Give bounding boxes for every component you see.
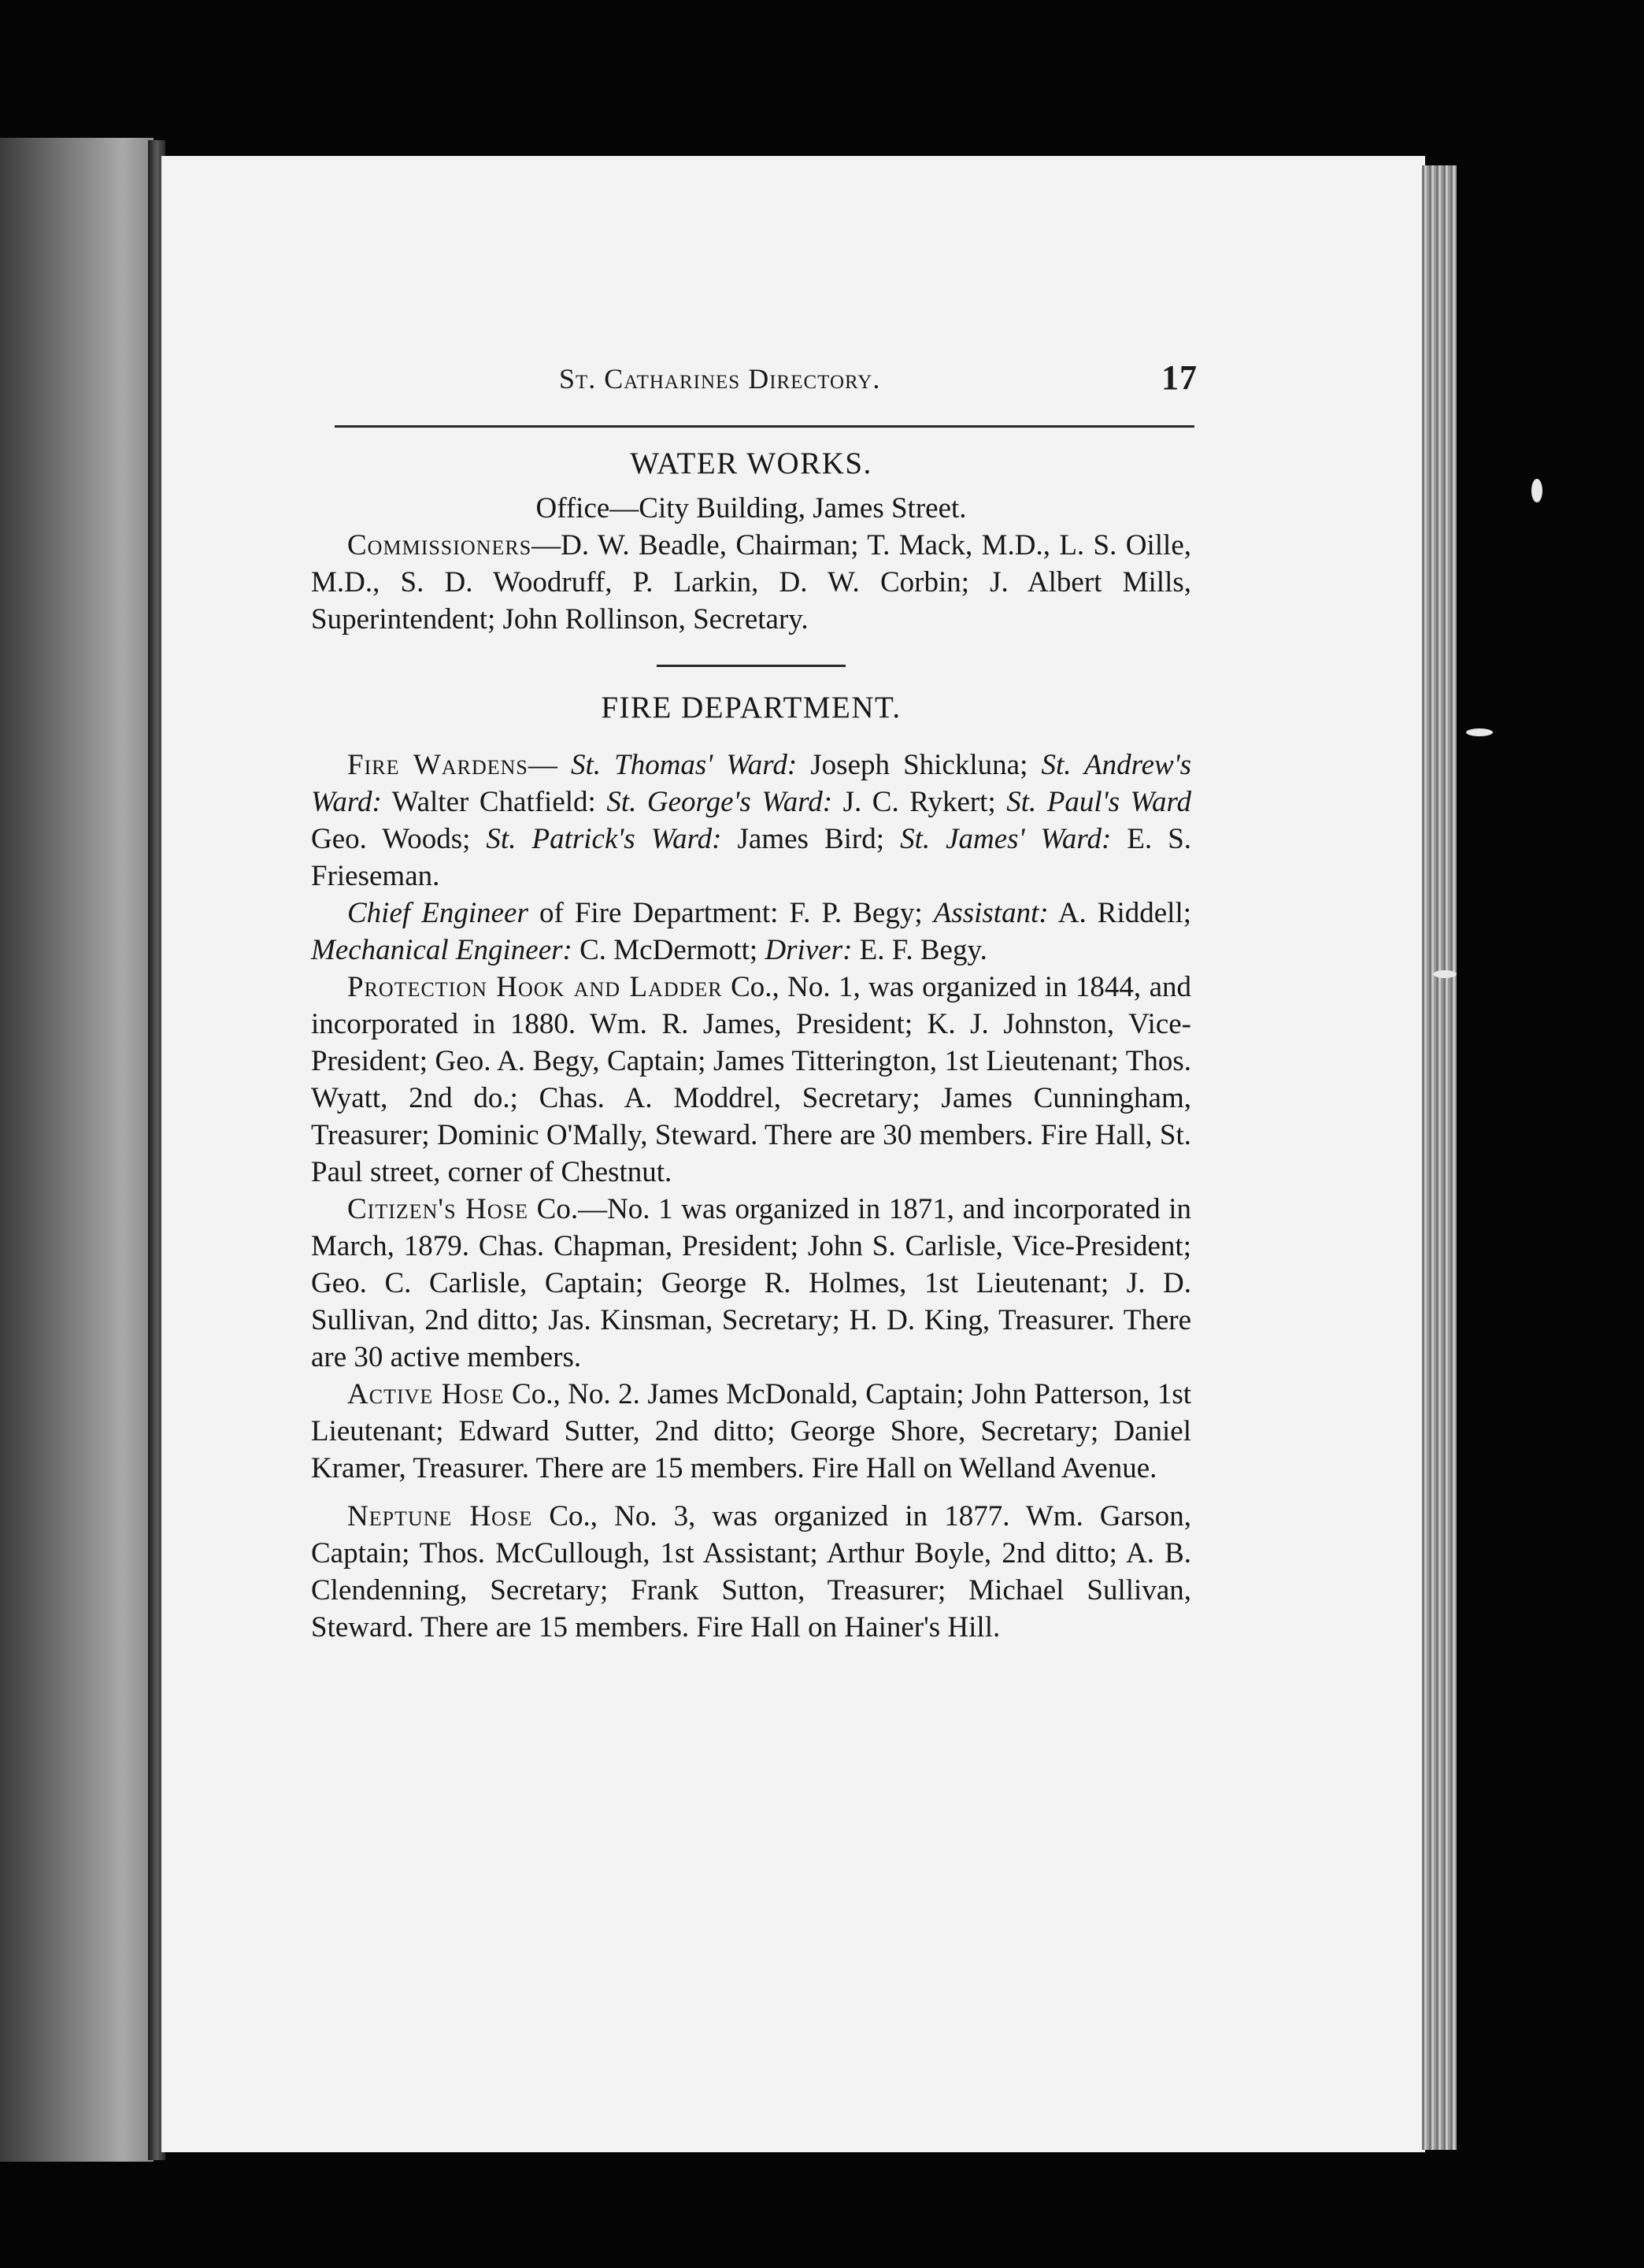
page-body <box>311 445 1191 1646</box>
officer-role: Assistant: <box>933 897 1049 929</box>
neptune-hose-paragraph <box>311 1498 1191 1646</box>
protection-company-text: Co., No. 1, was organized in 1844, and incorporated in 1880. Wm. R. James, President; K. J. Johnston, Vice-President; Geo. A. Begy, Captain; James Titterington, 1st Lieutenant; Thos. Wyatt, 2nd do.; Chas. A. Moddrel, Secretary; James Cunningham, Treasurer; Dominic O'Mally, Steward. There are 30 members. Fire Hall, St. Paul street, corner of Chestnut. <box>311 971 1191 1188</box>
officer-role: Chief Engineer <box>347 897 528 929</box>
water-works-title: WATER WORKS. <box>630 447 872 480</box>
commissioners-label: Commissioners <box>347 529 532 561</box>
officer-text: of Fire Department: F. P. Begy; <box>539 897 923 929</box>
officer-role: Driver: <box>765 934 853 966</box>
active-hose-paragraph <box>311 1376 1191 1487</box>
neptune-hose-text: Co., No. 3, was organized in 1877. Wm. Garson, Captain; Thos. McCullough, 1st Assistant; Arthur Boyle, 2nd ditto; A. B. Clendenning, Secretary; Frank Sutton, Treasurer; Michael Sullivan, Steward. There are 15 members. Fire Hall on Hainer's Hill. <box>311 1500 1192 1644</box>
commissioners-text: —D. W. Beadle, Chairman; T. Mack, M.D., L. S. Oille, M.D., S. D. Woodruff, P. Larkin, D. W. Corbin; J. Albert Mills, Superintendent; John Rollinson, Secretary. <box>311 529 1191 636</box>
active-hose-label: Active Hose <box>347 1378 505 1410</box>
warden-name: E. S. Frieseman. <box>311 823 1192 892</box>
officer-name: A. Riddell; <box>1057 897 1191 929</box>
ward-name: St. Thomas' Ward: <box>570 749 798 781</box>
section-divider <box>657 665 846 667</box>
page-number: 17 <box>1161 358 1198 397</box>
running-title: St. Catharines Directory. <box>559 363 881 395</box>
facing-page-edge <box>0 138 154 2162</box>
officer-role: Mechanical Engineer: <box>311 934 572 966</box>
warden-name: Joseph Shickluna; <box>810 749 1028 781</box>
citizens-hose-paragraph <box>311 1191 1191 1376</box>
header-rule <box>335 425 1194 428</box>
ward-name: St. Paul's Ward <box>1006 786 1191 818</box>
ward-name: St. Andrew's Ward: <box>311 749 1192 818</box>
officers-paragraph <box>311 895 1191 969</box>
fire-department-title: FIRE DEPARTMENT. <box>601 691 902 724</box>
commissioners-paragraph <box>311 527 1191 638</box>
dust-speck <box>1433 970 1457 978</box>
citizens-hose-text: Co.—No. 1 was organized in 1871, and incorporated in March, 1879. Chas. Chapman, President; John S. Carlisle, Vice-President; Geo. C. Carlisle, Captain; George R. Holmes, 1st Lieutenant; J. D. Sullivan, 2nd ditto; Jas. Kinsman, Secretary; H. D. King, Treasurer. There are 30 active members. <box>311 1193 1192 1373</box>
dust-speck <box>1466 728 1493 736</box>
protection-company-label: Protection Hook and Ladder <box>347 971 723 1003</box>
water-works-office: Office—City Building, James Street. <box>535 492 967 524</box>
warden-name: Geo. Woods; <box>311 823 471 855</box>
protection-company-paragraph <box>311 969 1191 1191</box>
citizens-hose-label: Citizen's Hose <box>347 1193 529 1225</box>
ward-name: St. James' Ward: <box>900 823 1112 855</box>
dust-speck <box>1531 479 1542 502</box>
fire-wardens-paragraph: Fire Wardens— St. Thomas' Ward: Joseph Shickluna; St. Andrew's Ward: Walter Chatfield: St. George's Ward: J. C. Rykert; St. Paul's Ward Geo. Woods; St. Patrick's Ward: James Bird; St. James' Ward: E. S. Frieseman. <box>311 749 1192 892</box>
officer-name: E. F. Begy. <box>859 934 987 966</box>
warden-name: Walter Chatfield: <box>391 786 596 818</box>
page-stack-edge <box>1422 165 1457 2150</box>
active-hose-text: Co., No. 2. James McDonald, Captain; John Patterson, 1st Lieutenant; Edward Sutter, 2nd ditto; George Shore, Secretary; Daniel Kramer, Treasurer. There are 15 members. Fire Hall on Welland Avenue. <box>311 1378 1191 1484</box>
warden-name: J. C. Rykert; <box>842 786 996 818</box>
ward-name: St. Patrick's Ward: <box>486 823 722 855</box>
ward-name: St. George's Ward: <box>606 786 833 818</box>
fire-wardens-label: Fire Wardens <box>347 749 528 781</box>
neptune-hose-label: Neptune Hose <box>347 1500 533 1532</box>
warden-name: James Bird; <box>737 823 885 855</box>
officer-name: C. McDermott; <box>579 934 758 966</box>
